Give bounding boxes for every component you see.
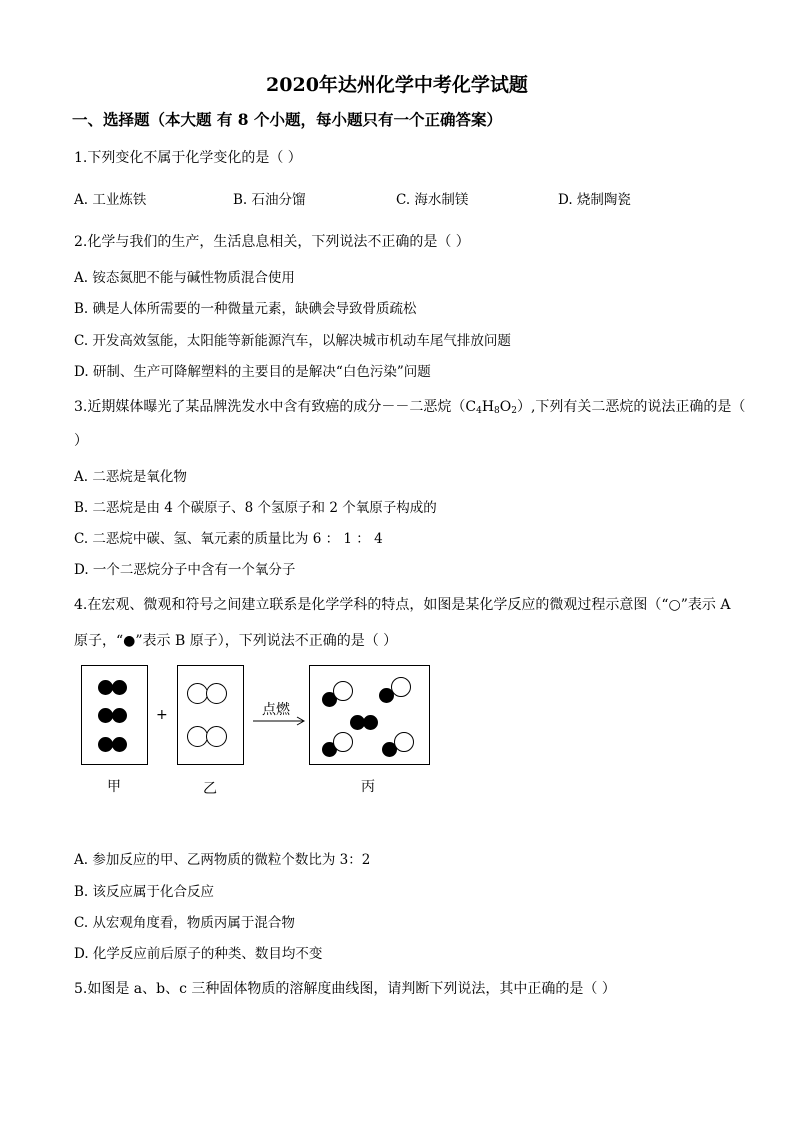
atom-a [187, 726, 208, 747]
box-bing [309, 665, 430, 765]
atom-b [112, 737, 127, 752]
atom-a [206, 726, 227, 747]
q3-option-b: B. 二恶烷是由 4 个碳原子、8 个氢原子和 2 个氧原子构成的 [74, 500, 437, 516]
q2-option-d: D. 研制、生产可降解塑料的主要目的是解决“白色污染”问题 [74, 364, 431, 380]
atom-a [206, 683, 227, 704]
box-yi [177, 665, 244, 765]
label-yi: 乙 [203, 781, 217, 797]
question-3-stem-line2: ） [74, 433, 88, 449]
atom-a [391, 677, 411, 697]
q1-option-b: B. 石油分馏 [233, 192, 306, 208]
reaction-arrow [253, 716, 307, 726]
q3-option-a: A. 二恶烷是氧化物 [74, 469, 187, 485]
question-4-stem-line2: 原子，“●”表示 B 原子），下列说法不正确的是（ ） [74, 633, 398, 649]
atom-b [112, 680, 127, 695]
q1-option-c: C. 海水制镁 [396, 192, 469, 208]
q4-option-b: B. 该反应属于化合反应 [74, 884, 215, 900]
section-heading: 一、选择题（本大题 有 8 个小题，每小题只有一个正确答案） [72, 110, 502, 129]
box-jia [81, 665, 148, 765]
plus-sign: + [156, 707, 168, 723]
question-1-stem: 1.下列变化不属于化学变化的是（ ） [74, 150, 302, 166]
question-5-stem: 5.如图是 a、b、c 三种固体物质的溶解度曲线图，请判断下列说法，其中正确的是（ ） [74, 981, 616, 997]
atom-b [363, 715, 378, 730]
atom-a [187, 683, 208, 704]
atom-b [98, 680, 113, 695]
q4-option-d: D. 化学反应前后原子的种类、数目均不变 [74, 946, 323, 962]
label-bing: 丙 [361, 779, 375, 795]
q4-option-a: A. 参加反应的甲、乙两物质的微粒个数比为 3：2 [74, 852, 371, 868]
question-3-stem: 3.近期媒体曝光了某品牌洗发水中含有致癌的成分－－二恶烷$(C_4H_8O_2)$,下列有关二恶烷的说法正确的是（ [74, 399, 746, 416]
q2-option-a: A. 铵态氮肥不能与碱性物质混合使用 [74, 270, 295, 286]
atom-a [333, 681, 353, 701]
atom-a [394, 732, 414, 752]
q2-option-c: C. 开发高效氢能，太阳能等新能源汽车，以解决城市机动车尾气排放问题 [74, 333, 511, 349]
exam-title: 2020年达州化学中考化学试题 [266, 74, 528, 96]
arrow-label: 点燃 [262, 702, 290, 718]
atom-b [98, 737, 113, 752]
label-jia: 甲 [107, 779, 121, 795]
q1-option-a: A. 工业炼铁 [74, 192, 147, 208]
question-4-stem: 4.在宏观、微观和符号之间建立联系是化学学科的特点，如图是某化学反应的微观过程示意图（“○”表示 A [74, 597, 731, 613]
q3-option-d: D. 一个二恶烷分子中含有一个氧分子 [74, 562, 296, 578]
q3-option-c: C. 二恶烷中碳、氢、氧元素的质量比为 6 ： 1 ： 4 [74, 531, 383, 547]
atom-b [112, 708, 127, 723]
atom-a [333, 732, 353, 752]
question-2-stem: 2.化学与我们的生产，生活息息相关，下列说法不正确的是（ ） [74, 234, 470, 250]
q4-option-c: C. 从宏观角度看，物质丙属于混合物 [74, 915, 295, 931]
q1-option-d: D. 烧制陶瓷 [558, 192, 631, 208]
atom-b [98, 708, 113, 723]
q2-option-b: B. 碘是人体所需要的一种微量元素，缺碘会导致骨质疏松 [74, 301, 417, 317]
